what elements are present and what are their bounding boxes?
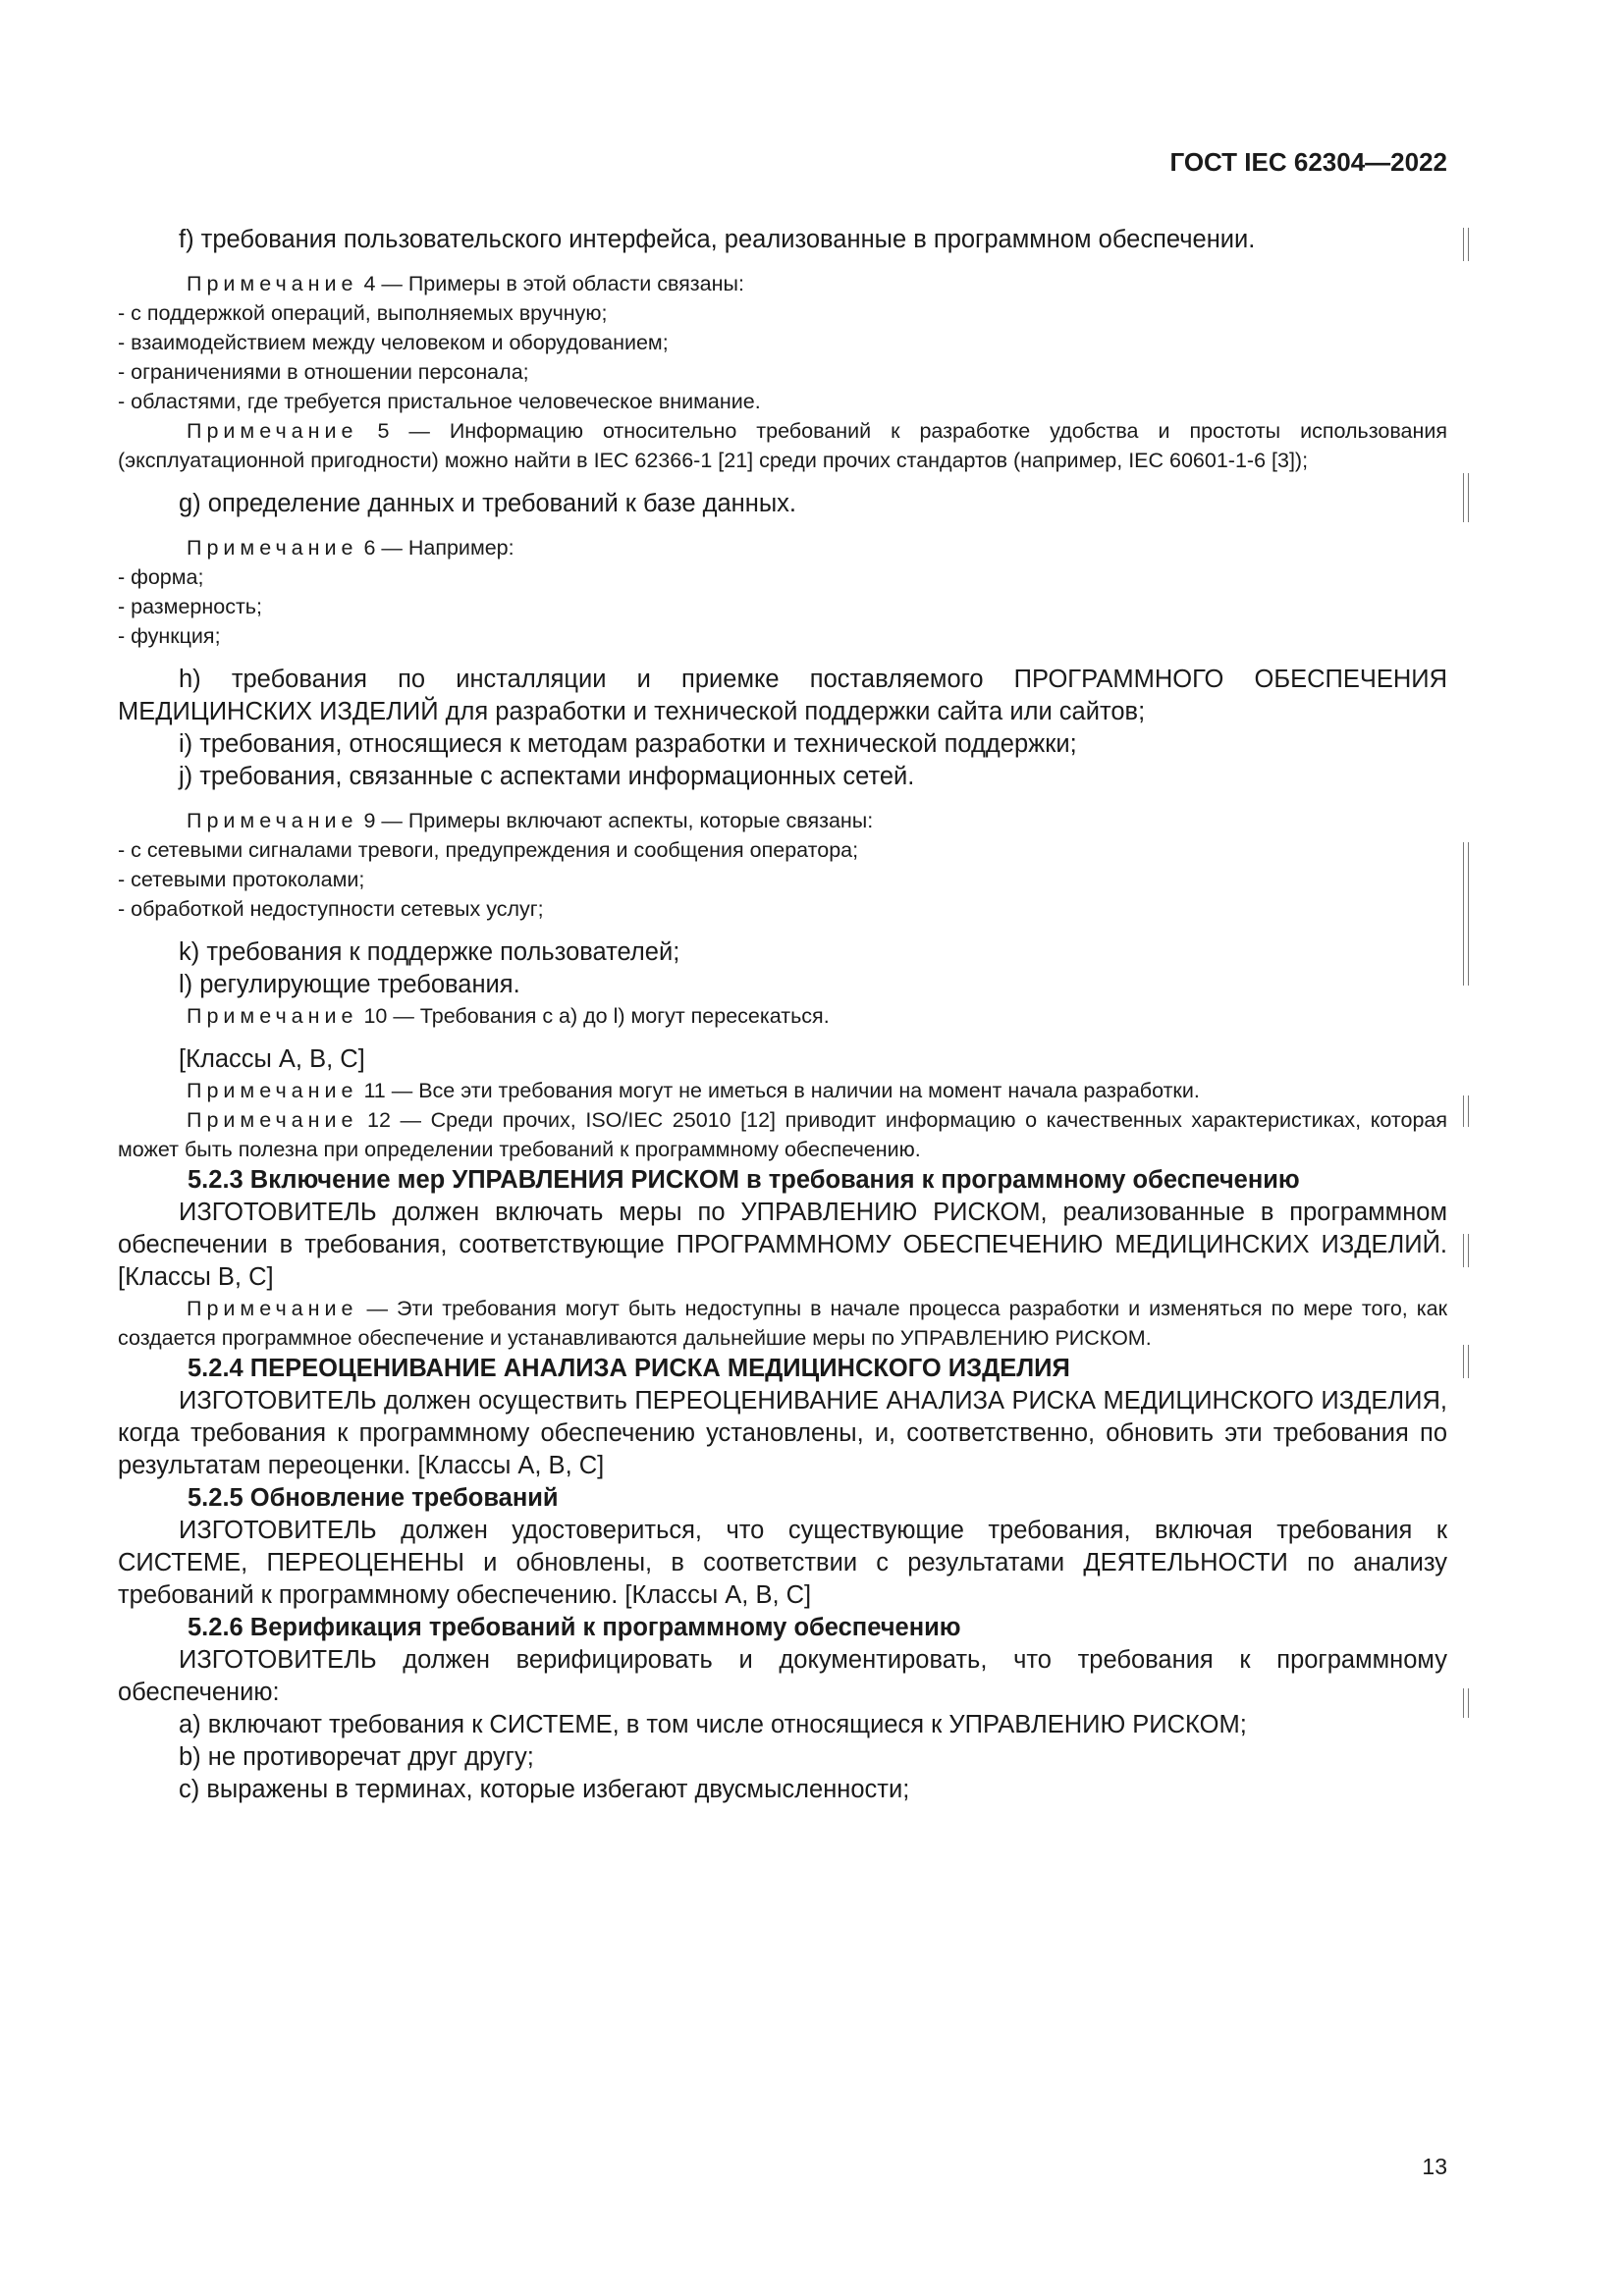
note-9-list <box>118 835 1447 924</box>
note-label: Примечание <box>187 1004 358 1028</box>
note-4: Примечание 4 — Примеры в этой области связаны: - с поддержкой операций, выполняемых вручную; - взаимодействием между человеком и оборудованием; - ограничениями в отношении персонала; - областями, где требуется пристальное человеческое внимание. <box>118 269 1447 416</box>
change-bar <box>1463 1345 1469 1378</box>
note-label: Примечание <box>187 1079 358 1102</box>
section-5-2-6-item-b: b) не противоречат друг другу; <box>179 1743 534 1771</box>
section-5-2-5-title: 5.2.5 Обновление требований <box>188 1484 559 1512</box>
note-label: Примечание <box>187 419 358 443</box>
list-item: - функция; <box>118 624 221 648</box>
list-item: - взаимодействием между человеком и оборудованием; <box>118 331 669 354</box>
item-f: f) требования пользовательского интерфейса, реализованные в программном обеспечении. <box>179 226 1256 253</box>
note-10: Примечание 10 — Требования с a) до l) могут пересекаться. <box>187 1004 830 1028</box>
document-body <box>118 224 1447 1806</box>
document-header: ГОСТ IEC 62304—2022 <box>1169 147 1447 177</box>
note-plain: Примечание — Эти требования могут быть недоступны в начале процесса разработки и изменяться по мере того, как создается программное обеспечение и устанавливаются дальнейшие меры по УПРАВЛЕНИЮ РИСКОМ. <box>118 1297 1447 1350</box>
section-5-2-3-title: 5.2.3 Включение мер УПРАВЛЕНИЯ РИСКОМ в требования к программному обеспечению <box>188 1166 1300 1194</box>
item-j: j) требования, связанные с аспектами информационных сетей. <box>179 763 915 790</box>
item-g: g) определение данных и требований к базе данных. <box>179 490 796 517</box>
list-item: - размерность; <box>118 595 262 618</box>
item-k: k) требования к поддержке пользователей; <box>179 938 680 966</box>
note-12: Примечание 12 — Среди прочих, ISO/IEC 25010 [12] приводит информацию о качественных характеристиках, которая может быть полезна при определении требований к программному обеспечению. <box>118 1108 1447 1161</box>
note-label: Примечание <box>187 1297 358 1320</box>
note-11: Примечание 11 — Все эти требования могут не иметься в наличии на момент начала разработки. <box>187 1079 1200 1102</box>
note-label: Примечание <box>187 536 358 560</box>
list-item: - форма; <box>118 565 204 589</box>
section-5-2-4-title: 5.2.4 ПЕРЕОЦЕНИВАНИЕ АНАЛИЗА РИСКА МЕДИЦИНСКОГО ИЗДЕЛИЯ <box>188 1355 1070 1382</box>
list-item: - с сетевыми сигналами тревоги, предупреждения и сообщения оператора; <box>118 838 859 862</box>
section-5-2-4-text: ИЗГОТОВИТЕЛЬ должен осуществить ПЕРЕОЦЕНИВАНИЕ АНАЛИЗА РИСКА МЕДИЦИНСКОГО ИЗДЕЛИЯ, когда требования к программному обеспечению установлены, и, соответственно, обновить эти требования по результатам переоценки. [Классы А, В, С] <box>118 1387 1447 1479</box>
item-l: l) регулирующие требования. <box>179 971 520 998</box>
section-5-2-5-text: ИЗГОТОВИТЕЛЬ должен удостовериться, что существующие требования, включая требования к СИСТЕМЕ, ПЕРЕОЦЕНЕНЫ и обновлены, в соответствии с результатами ДЕЯТЕЛЬНОСТИ по анализу требований к программному обеспечению. [Классы А, В, С] <box>118 1517 1447 1609</box>
list-item: - с поддержкой операций, выполняемых вручную; <box>118 301 608 325</box>
change-bar <box>1463 1688 1469 1718</box>
classes-note: [Классы А, В, С] <box>179 1045 365 1073</box>
item-i: i) требования, относящиеся к методам разработки и технической поддержки; <box>179 730 1077 758</box>
section-5-2-6-item-c: c) выражены в терминах, которые избегают двусмысленности; <box>179 1776 910 1803</box>
section-5-2-6-item-a: a) включают требования к СИСТЕМЕ, в том числе относящиеся к УПРАВЛЕНИЮ РИСКОМ; <box>179 1711 1247 1738</box>
list-item: - ограничениями в отношении персонала; <box>118 360 529 384</box>
note-9: Примечание 9 — Примеры включают аспекты, которые связаны: - с сетевыми сигналами тревоги, предупреждения и сообщения оператора; - сетевыми протоколами; - обработкой недоступности сетевых услуг; <box>118 806 1447 924</box>
page-number: 13 <box>1422 2154 1447 2179</box>
note-5: Примечание 5 — Информацию относительно требований к разработке удобства и простоты использования (эксплуатационной пригодности) можно найти в IEC 62366-1 [21] среди прочих стандартов (например, IEC 60601-1-6 [3]); <box>118 419 1447 472</box>
item-h: h) требования по инсталляции и приемке поставляемого ПРОГРАММНОГО ОБЕСПЕЧЕНИЯ МЕДИЦИНСКИХ ИЗДЕЛИЙ для разработки и технической поддержки сайта или сайтов; <box>118 666 1447 725</box>
note-6: Примечание 6 — Например: - форма; - размерность; - функция; <box>118 533 1447 651</box>
change-bar <box>1463 1095 1469 1127</box>
note-4-list <box>118 298 1447 416</box>
note-label: Примечание <box>187 272 358 295</box>
list-item: - обработкой недоступности сетевых услуг; <box>118 897 544 921</box>
change-bar <box>1463 1234 1469 1267</box>
section-5-2-6-title: 5.2.6 Верификация требований к программному обеспечению <box>188 1614 961 1641</box>
note-label: Примечание <box>187 1108 358 1132</box>
change-bar <box>1463 473 1469 522</box>
note-label: Примечание <box>187 809 358 832</box>
change-bar <box>1463 228 1469 261</box>
list-item: - сетевыми протоколами; <box>118 868 365 891</box>
section-5-2-3-text: ИЗГОТОВИТЕЛЬ должен включать меры по УПРАВЛЕНИЮ РИСКОМ, реализованные в программном обеспечении в требования, соответствующие ПРОГРАММНОМУ ОБЕСПЕЧЕНИЮ МЕДИЦИНСКИХ ИЗДЕЛИЙ. [Классы В, С] <box>118 1199 1447 1291</box>
change-bar <box>1463 842 1469 986</box>
section-5-2-6-text: ИЗГОТОВИТЕЛЬ должен верифицировать и документировать, что требования к программному обеспечению: <box>118 1646 1447 1706</box>
list-item: - областями, где требуется пристальное человеческое внимание. <box>118 390 761 413</box>
note-6-list <box>118 562 1447 651</box>
